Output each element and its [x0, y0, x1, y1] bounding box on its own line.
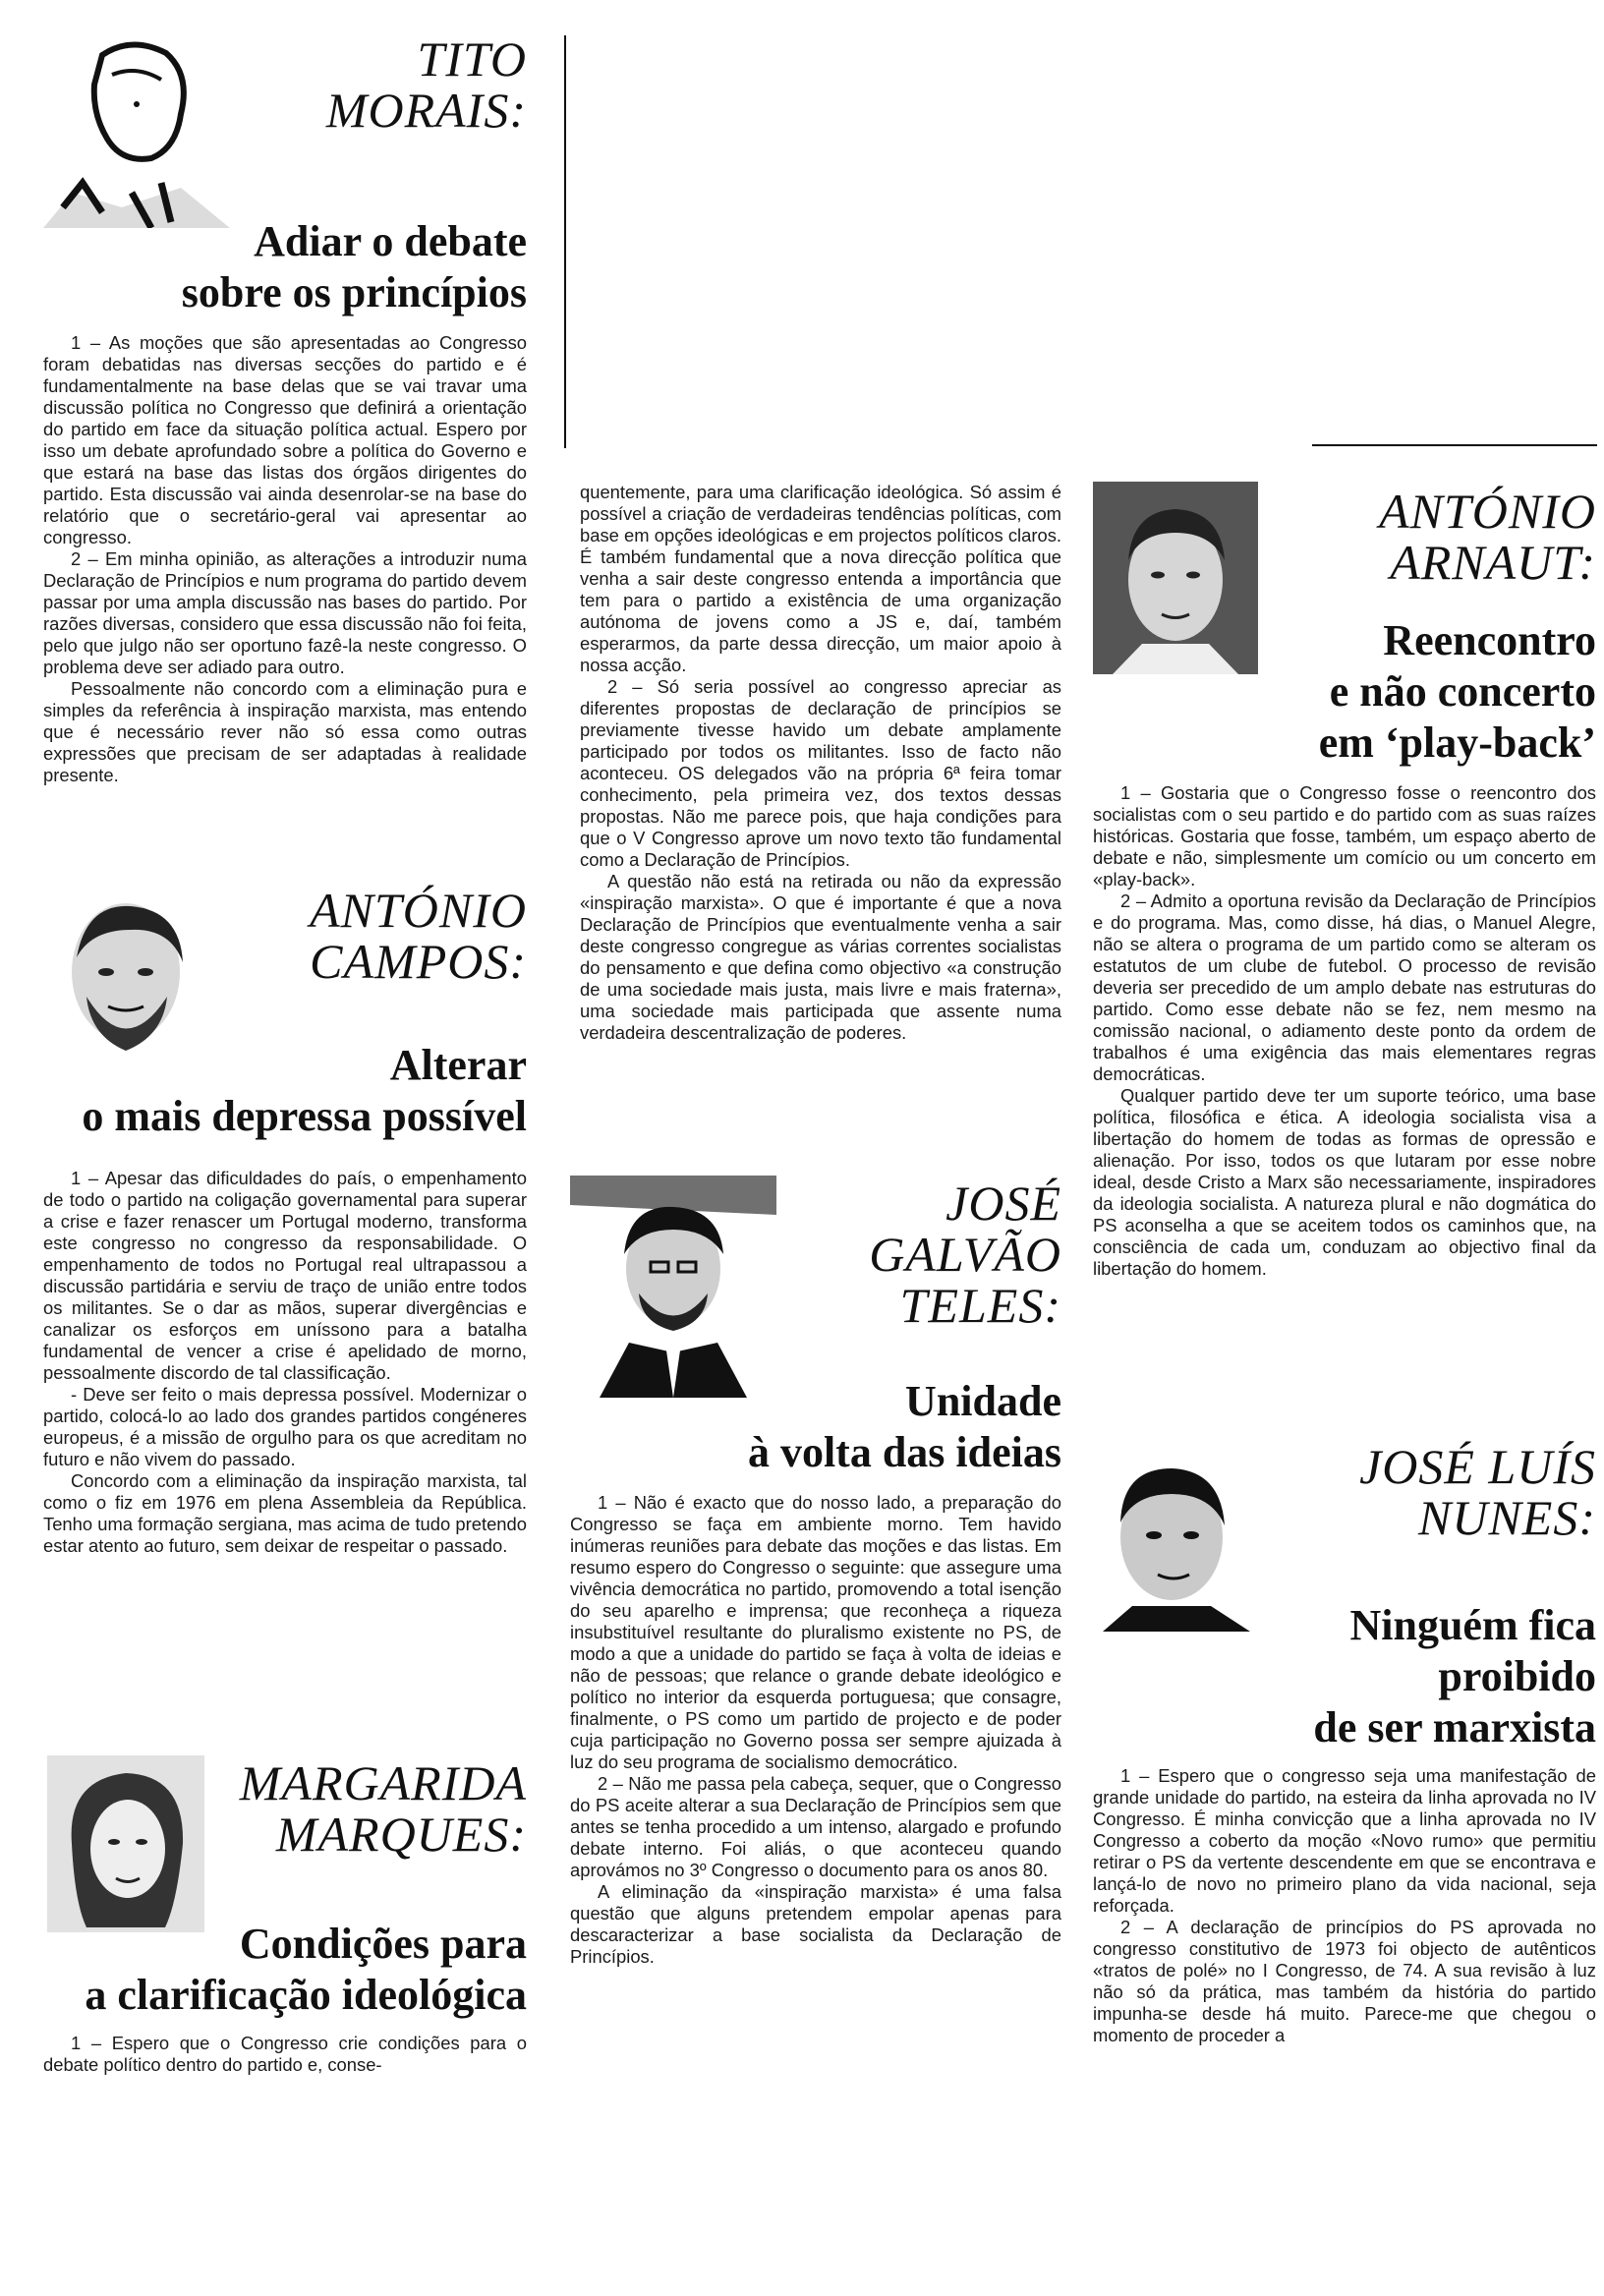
article-headline: Condições para a clarificação ideológica — [85, 1920, 527, 2019]
column-rule-top-right — [1312, 444, 1597, 446]
article-antonio-campos — [43, 885, 527, 1557]
article-headline: Unidade à volta das ideias — [747, 1377, 1061, 1476]
article-body: 1 – Espero que o congresso seja uma manifestação de grande unidade do partido, na esteira da linha aprovada no IV Congresso. É minha convicção que a linha aprovada no IV Congresso a coberto da moção «Novo rumo» que permitiu retirar o PS da vertente descendente em que se encontrava e lançá-lo de novo no primeiro plano da vida nacional, seja reforçada. 2 – A declaração de princípios do PS aprovada no congresso constitutivo de 1973 foi objecto de autênticos «tratos de polé» no I Congresso, de 74. A sua revisão à luz não só da prática, mas também da história do partido impunha-se desde há muito. Parece-me que chegou o momento de proceder a — [1093, 1765, 1596, 2045]
article-headline: Alterar o mais depressa possível — [82, 1041, 527, 1140]
interviewee-name: ANTÓNIO ARNAUT: — [1379, 484, 1596, 590]
interviewee-name: TITO MORAIS: — [325, 31, 527, 138]
article-body: 1 – As moções que são apresentadas ao Congresso foram debatidas nas diversas secções do partido e é fundamentalmente na base delas que se vai travar uma discussão política no Congresso que definirá a orientação do partido em face da situação política actual. Espero por isso um debate aprofundado sobre a política do Governo e que estará na base das listas dos órgãos dirigentes do partido. Esta discussão vai ainda desenrolar-se na base do relatório que o secretário-geral vai apresentar ao congresso. 2 – Em minha opinião, as alterações a introduzir numa Declaração de Princípios e num programa do partido devem passar por uma ampla discussão nas bases do partido. Por razões diversas, considero que essa discussão não foi feita, pelo que julgo não ser oportuno fazê-la neste congresso. O problema deve ser adiado para outro. Pessoalmente não concordo com a eliminação pura e simples da referência à inspiração marxista, mas entendo que é necessário rever não só essa como outras expressões que precisam de ser adaptadas à realidade presente. — [43, 332, 527, 785]
article-headline: Adiar o debate sobre os princípios — [181, 217, 527, 316]
article-body: 1 – Espero que o Congresso crie condições para o debate político dentro do partido e, conse- — [43, 2033, 527, 2075]
article-headline: Ninguém fica proibido de ser marxista — [1313, 1601, 1596, 1751]
interviewee-name: MARGARIDA MARQUES: — [239, 1755, 527, 1862]
article-jose-luis-nunes — [1093, 1441, 1596, 2046]
interviewee-name: JOSÉ LUÍS NUNES: — [1359, 1439, 1596, 1545]
article-margarida-marques — [43, 1757, 527, 2076]
article-headline: Reencontro e não concerto em ‘play-back’ — [1318, 616, 1596, 767]
interviewee-name: JOSÉ GALVÃO TELES: — [869, 1176, 1061, 1333]
article-tito-morais — [43, 33, 527, 786]
article-antonio-arnaut — [1093, 486, 1596, 1280]
article-continuation-margarida-marques: quentemente, para uma clarificação ideológica. Só assim é possível a criação de verdadeiras tendências políticas, com base em opções ideológicas e em projectos políticos claros. É também fundamental que a nova direcção política que venha a sair deste congresso entenda a importância que tem para o partido a existência de uma organização autónoma de jovens como a JS e, daí, também esperarmos, da parte dessa direcção, um maior apoio à nossa acção. 2 – Só seria possível ao congresso apreciar as diferentes propostas de declaração de princípios se previamente tivesse havido um debate amplamente participado por todos os militantes. Isso de facto não aconteceu. OS delegados vão na própria 6ª feira tomar conhecimento, pela primeira vez, dos textos dessas propostas. Não me parece pois, que haja condições para que o V Congresso aprove um novo texto tão fundamental como a Declaração de Princípios. A questão não está na retirada ou não da expressão «inspiração marxista». O que é importante é que a nova Declaração de Princípios que eventualmente venha a sair deste congresso congregue as várias correntes socialistas do pensamento e que defina como objectivo «a construção de uma sociedade mais justa, mais livre e mais fraterna», uma sociedade mais participada que assente numa verdadeira descentralização de poderes. — [580, 482, 1061, 1043]
article-jose-galvao-teles — [570, 1177, 1061, 1968]
article-body: 1 – Não é exacto que do nosso lado, a preparação do Congresso se faça em ambiente morno. Tem havido inúmeras reuniões para debate das moções e das listas. Em resumo espero do Congresso o seguinte: que assegure uma vivência democrática no partido, promovendo a total isenção do seu aparelho e imprensa; que reconheça a riqueza insubstituível resultante do pluralismo existente no PS, de modo a que a unidade do partido se faça à volta de ideias e não de pessoas; que relance o grande debate ideológico e político no interior da esquerda portuguesa; que consagre, finalmente, o PS como um partido de projecto e de poder cuja participação no Governo possa ser sempre ajuizada à luz do seu programa de socialismo democrático. 2 – Não me passa pela cabeça, sequer, que o Congresso do PS aceite alterar a sua Declaração de Princípios sem que antes se tenha procedido a um intenso, alargado e profundo debate interno. Foi aliás, o que aconteceu quando aprovámos no 3º Congresso o documento para os anos 80. A eliminação da «inspiração marxista» é uma falsa questão que alguns pretendem empolar apenas para descaracterizar a base socialista da Declaração de Princípios. — [570, 1492, 1061, 1967]
column-rule-left — [564, 35, 566, 448]
interviewee-name: ANTÓNIO CAMPOS: — [310, 883, 527, 989]
article-body: 1 – Apesar das dificuldades do país, o empenhamento de todo o partido na coligação governamental para superar a crise e fazer renascer um Portugal moderno, transforma este congresso no congresso da responsabilidade. O empenhamento de todos no Portugal real ultrapassou a discussão partidária e serviu de traço de união entre todos os militantes. Se o dar as mãos, superar divergências e canalizar os esforços em uníssono para a batalha fundamental de vencer a crise é apelidado de morno, pessoalmente discordo de tal classificação. - Deve ser feito o mais depressa possível. Modernizar o partido, colocá-lo ao lado dos grandes partidos congéneres europeus, é a missão de orgulho para os que acreditam no futuro e não vivem do passado. Concordo com a eliminação da inspiração marxista, tal como o fiz em 1976 em plena Assembleia da República. Tenho uma formação sergiana, mas acima de tudo pretendo estar atento ao futuro, sem deixar de respeitar o passado. — [43, 1168, 527, 1556]
article-body: 1 – Gostaria que o Congresso fosse o reencontro dos socialistas com o seu partido e do partido com as suas raízes históricas. Gostaria que fosse, também, um espaço aberto de debate e não, simplesmente um comício ou um concerto em «play-back». 2 – Admito a oportuna revisão da Declaração de Princípios e do programa. Mas, como disse, há dias, o Manuel Alegre, não se altera o programa de um partido como se alteram os estatutos de um clube de futebol. O processo de revisão deveria ser precedido de um amplo debate nas estruturas do partido. Como esse debate não se fez, nem mesmo na comissão nacional, o adiamento deste ponto da ordem de trabalhos é uma exigência das mais elementares regras democráticas. Qualquer partido deve ter um suporte teórico, uma base política, filosófica e ética. A ideologia socialista visa a libertação do homem de todas as formas de opressão e alienação. Por isso, todos os que lutaram por esse nobre ideal, desde Cristo a Marx são necessariamente, inspiradores da ideologia socialista. A natureza plural e não dogmática do PS aconselha a que se aceitem todos os caminhos que, na consciência de cada um, conduzam ao objectivo final da libertação do homem. — [1093, 782, 1596, 1279]
